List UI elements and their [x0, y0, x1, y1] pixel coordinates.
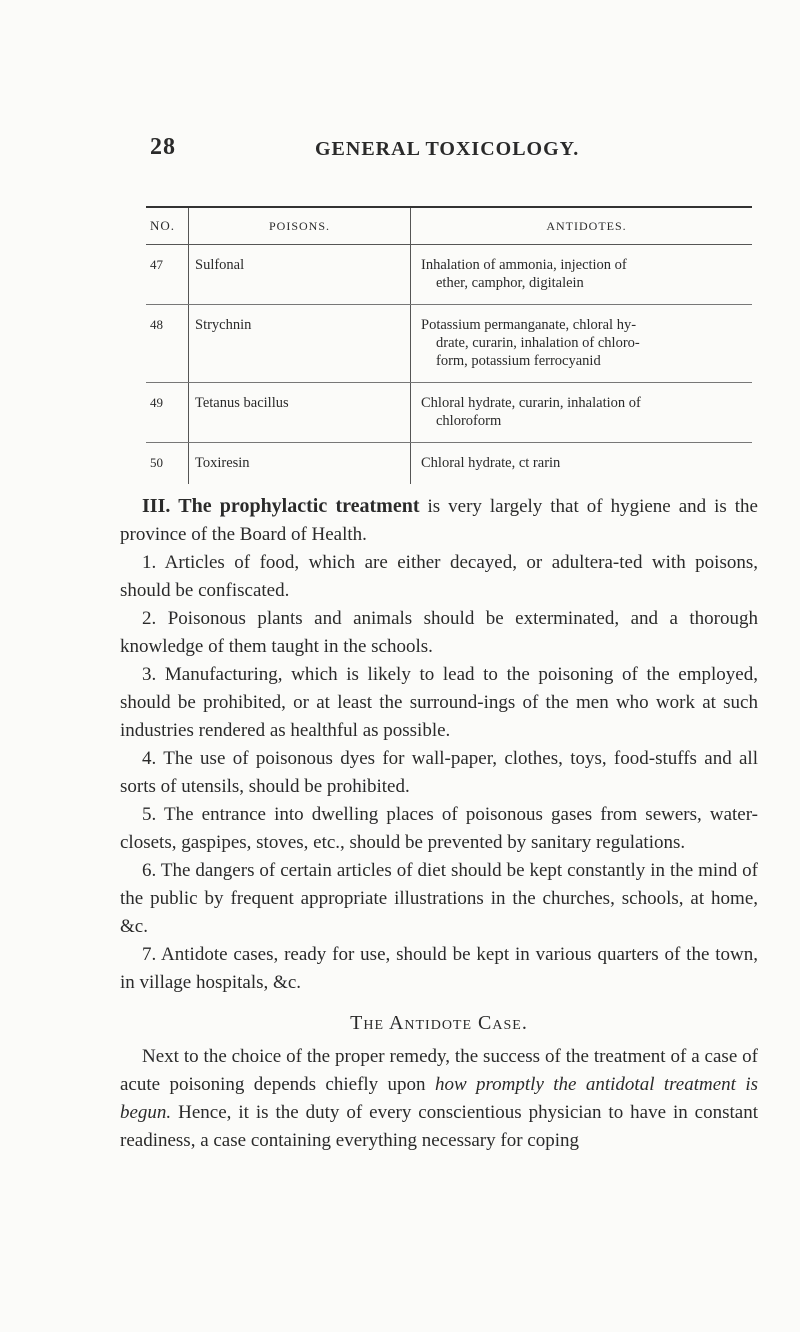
antidote-line: Chloral hydrate, ct rarin: [421, 455, 561, 471]
section-intro-text: is very largely that of hygiene and is the province of the Board of Health.: [120, 496, 758, 545]
row-number: 50: [150, 455, 163, 470]
poison-cell: Tetanus bacillus: [189, 383, 411, 443]
table-row: [146, 383, 752, 443]
paragraph-emphasis: how promptly the antidotal treatment is begun.: [120, 1074, 759, 1123]
antidote-cell: [411, 443, 753, 485]
list-item: 4. The use of poisonous dyes for wall-paper, clothes, toys, food-stuffs and all sorts of utensils, should be prohibited.: [120, 748, 758, 797]
row-number: 48: [146, 305, 189, 383]
section-intro: [120, 492, 758, 549]
antidote-line: ether, camphor, digitalein: [436, 275, 584, 291]
antidote-case-heading: The Antidote Case.: [350, 1012, 528, 1034]
table-row: [146, 305, 752, 383]
table-row: [146, 443, 752, 485]
poison-cell: Strychnin: [189, 305, 411, 383]
row-number: 49: [146, 383, 189, 443]
body-text: [120, 492, 758, 1155]
antidote-cell: [411, 245, 753, 305]
poisons-antidotes-table: [146, 206, 752, 484]
antidote-line: form, potassium ferrocyanid: [436, 353, 601, 369]
poison-cell: Sulfonal: [189, 245, 411, 305]
running-title: GENERAL TOXICOLOGY.: [315, 138, 580, 160]
antidote-cell: [411, 383, 753, 443]
table-row: [146, 245, 752, 305]
poison-cell: Toxiresin: [189, 443, 411, 485]
paragraph-start: Next to the choice of the proper remedy, the success of the treatment of a case of acute poisoning depends chiefly upon: [120, 1046, 758, 1095]
column-header-no: NO.: [146, 207, 189, 245]
column-header-poisons: POISONS.: [189, 207, 411, 245]
section-heading: III. The prophylactic treatment: [142, 495, 420, 517]
list-item: 2. Poisonous plants and animals should be exterminated, and a thorough knowledge of them taught in the schools.: [120, 608, 758, 657]
antidote-line: drate, curarin, inhalation of chloro-: [436, 335, 640, 351]
antidote-line: Inhalation of ammonia, injection of: [421, 257, 627, 273]
page-header: [150, 134, 750, 168]
list-item: 5. The entrance into dwelling places of poisonous gases from sewers, water-closets, gaspipes, stoves, etc., should be prevented by sanitary regulations.: [120, 804, 758, 853]
table-header-row: [146, 207, 752, 245]
antidote-line: Potassium permanganate, chloral hy-: [421, 317, 637, 333]
antidote-line: chloroform: [436, 413, 502, 429]
column-header-antidotes: ANTIDOTES.: [411, 207, 753, 245]
list-item: 1. Articles of food, which are either decayed, or adultera-ted with poisons, should be confiscated.: [120, 552, 758, 601]
page-number: 28: [150, 134, 176, 160]
antidote-line: Chloral hydrate, curarin, inhalation of: [421, 395, 641, 411]
row-number: 47: [146, 245, 189, 305]
list-item: 7. Antidote cases, ready for use, should be kept in various quarters of the town, in village hospitals, &c.: [120, 944, 758, 993]
list-item: 6. The dangers of certain articles of diet should be kept constantly in the mind of the public by frequent appropriate illustrations in the churches, schools, at home, &c.: [120, 860, 758, 937]
list-item: 3. Manufacturing, which is likely to lead to the poisoning of the employed, should be prohibited, or at least the surround-ings of the men who work at such industries rendered as healthful as possible.: [120, 664, 758, 741]
paragraph-end: Hence, it is the duty of every conscientious physician to have in constant readiness, a case containing everything necessary for coping: [120, 1102, 758, 1151]
antidote-cell: [411, 305, 753, 383]
antidote-case-paragraph: [120, 1043, 758, 1155]
